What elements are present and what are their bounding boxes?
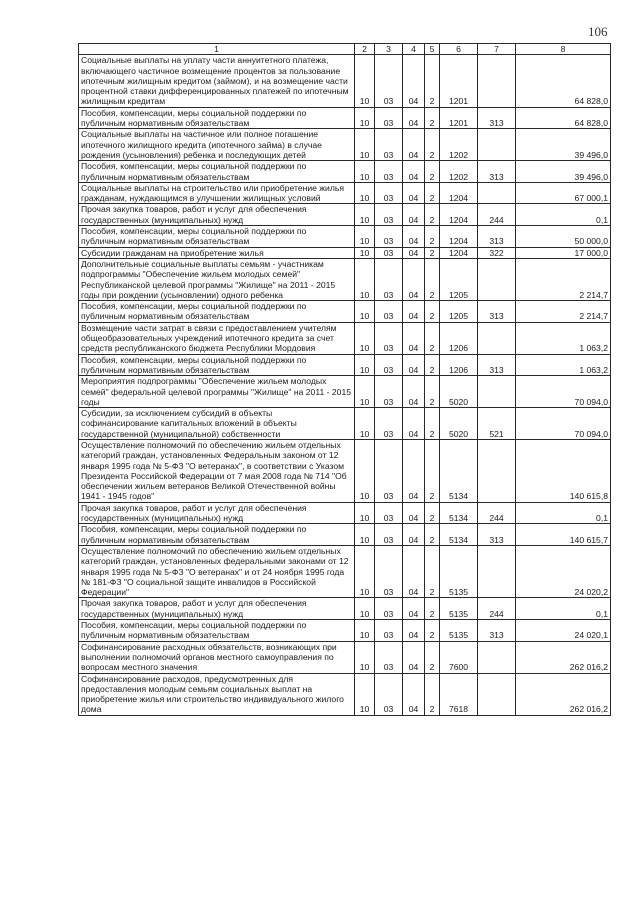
code-article: 04 [403,641,425,673]
code-article: 04 [403,354,425,376]
row-name: Пособия, компенсации, меры социальной поддержки по публичным нормативным обязательствам [79,524,355,546]
row-name: Осуществление полномочий по обеспечению жильем отдельных категорий граждан, установленных федеральными законами от 12 января 1995 года № 5-ФЗ "О ветеранах" и от 24 ноября 1995 года № 181-ФЗ "О социальной защите инвалидов в Российской Федерации" [79,545,355,597]
code-section: 10 [355,258,375,300]
code-section: 10 [355,107,375,129]
code-section: 10 [355,376,375,408]
code-expense-type [478,673,516,715]
code-target: 5134 [440,502,478,524]
code-section: 10 [355,524,375,546]
code-target: 5134 [440,524,478,546]
table-row [79,673,611,715]
table-row [79,620,611,642]
code-target: 7600 [440,641,478,673]
code-sub: 2 [425,376,440,408]
code-target: 1201 [440,55,478,107]
row-name: Субсидии, за исключением субсидий в объекты софинансирование капитальных вложений в объекты государственной (муниципальной) собственности [79,408,355,440]
code-sub: 2 [425,161,440,183]
code-section: 10 [355,55,375,107]
code-expense-type [478,376,516,408]
code-expense-type: 313 [478,107,516,129]
code-expense-type: 313 [478,524,516,546]
header-cell-1: 1 [79,44,355,55]
row-amount: 2 214,7 [516,301,611,323]
code-target: 1204 [440,204,478,226]
code-subsection: 03 [375,161,403,183]
code-sub: 2 [425,322,440,354]
row-name: Субсидии гражданам на приобретение жилья [79,247,355,258]
table-row [79,182,611,204]
row-amount: 0,1 [516,598,611,620]
code-section: 10 [355,204,375,226]
code-sub: 2 [425,673,440,715]
code-target: 1206 [440,322,478,354]
table-row [79,55,611,107]
row-amount: 70 094,0 [516,408,611,440]
table-row [79,408,611,440]
code-article: 04 [403,502,425,524]
code-sub: 2 [425,524,440,546]
row-amount: 0,1 [516,502,611,524]
code-sub: 2 [425,545,440,597]
row-name: Мероприятия подпрограммы "Обеспечение жильем молодых семей" федеральной целевой программы "Жилище" на 2011 - 2015 годы [79,376,355,408]
header-cell-3: 3 [375,44,403,55]
row-name: Софинансирование расходных обязательств, возникающих при выполнении полномочий органов местного самоуправления по вопросам местного значения [79,641,355,673]
row-name: Социальные выплаты на уплату части аннуитетного платежа, включающего частичное возмещение процентов за пользование ипотечным жилищным кредитом (займом), и на возмещение части процентной ставки дифференцированных платежей по ипотечным жилищным кредитам [79,55,355,107]
code-subsection: 03 [375,107,403,129]
code-expense-type: 313 [478,301,516,323]
code-expense-type: 521 [478,408,516,440]
row-name: Прочая закупка товаров, работ и услуг для обеспечения государственных (муниципальных) нужд [79,598,355,620]
code-section: 10 [355,439,375,502]
header-cell-4: 4 [403,44,425,55]
code-target: 5020 [440,408,478,440]
row-amount: 140 615,8 [516,439,611,502]
code-target: 5135 [440,545,478,597]
code-subsection: 03 [375,408,403,440]
code-expense-type: 313 [478,620,516,642]
code-expense-type: 244 [478,204,516,226]
header-cell-6: 6 [440,44,478,55]
code-subsection: 03 [375,641,403,673]
table-row [79,354,611,376]
code-target: 1202 [440,129,478,161]
code-sub: 2 [425,598,440,620]
table-row [79,226,611,248]
table-row [79,301,611,323]
code-article: 04 [403,204,425,226]
code-article: 04 [403,247,425,258]
row-amount: 1 063,2 [516,354,611,376]
code-sub: 2 [425,258,440,300]
row-name: Пособия, компенсации, меры социальной поддержки по публичным нормативным обязательствам [79,161,355,183]
row-amount: 262 016,2 [516,673,611,715]
code-article: 04 [403,129,425,161]
code-target: 1204 [440,247,478,258]
code-article: 04 [403,673,425,715]
header-cell-7: 7 [478,44,516,55]
code-expense-type: 244 [478,502,516,524]
table-row [79,641,611,673]
code-expense-type: 244 [478,598,516,620]
code-section: 10 [355,673,375,715]
table-row [79,258,611,300]
code-subsection: 03 [375,258,403,300]
row-amount: 50 000,0 [516,226,611,248]
code-target: 7618 [440,673,478,715]
page-number: 106 [588,24,608,39]
row-name: Пособия, компенсации, меры социальной поддержки по публичным нормативным обязательствам [79,620,355,642]
code-target: 1205 [440,258,478,300]
code-section: 10 [355,641,375,673]
row-name: Осуществление полномочий по обеспечению жильем отдельных категорий граждан, установленных Федеральным законом от 12 января 1995 года № 5-ФЗ "О ветеранах", в соответствии с Указом Президента Российской Федерации от 7 мая 2008 года № 714 "Об обеспечении жильем ветеранов Великой Отечественной войны 1941 - 1945 годов" [79,439,355,502]
row-name: Социальные выплаты на строительство или приобретение жилья гражданам, нуждающимся в улучшении жилищных условий [79,182,355,204]
header-cell-5: 5 [425,44,440,55]
code-article: 04 [403,55,425,107]
code-expense-type: 313 [478,354,516,376]
code-section: 10 [355,129,375,161]
budget-table [78,43,611,716]
code-subsection: 03 [375,620,403,642]
code-section: 10 [355,598,375,620]
row-amount: 39 496,0 [516,129,611,161]
code-article: 04 [403,322,425,354]
table-body [79,44,611,716]
code-subsection: 03 [375,502,403,524]
code-sub: 2 [425,182,440,204]
code-section: 10 [355,182,375,204]
table-row [79,524,611,546]
code-expense-type [478,439,516,502]
code-section: 10 [355,354,375,376]
code-article: 04 [403,620,425,642]
row-amount: 64 828,0 [516,107,611,129]
code-target: 1206 [440,354,478,376]
code-target: 5020 [440,376,478,408]
code-article: 04 [403,107,425,129]
code-sub: 2 [425,55,440,107]
row-amount: 1 063,2 [516,322,611,354]
code-subsection: 03 [375,129,403,161]
row-name: Пособия, компенсации, меры социальной поддержки по публичным нормативным обязательствам [79,354,355,376]
code-article: 04 [403,301,425,323]
row-name: Пособия, компенсации, меры социальной поддержки по публичным нормативным обязательствам [79,301,355,323]
row-amount: 140 615,7 [516,524,611,546]
code-article: 04 [403,598,425,620]
code-target: 5135 [440,598,478,620]
code-sub: 2 [425,204,440,226]
code-subsection: 03 [375,204,403,226]
code-subsection: 03 [375,439,403,502]
code-sub: 2 [425,641,440,673]
table-row [79,502,611,524]
table-row [79,107,611,129]
code-section: 10 [355,226,375,248]
code-article: 04 [403,524,425,546]
code-subsection: 03 [375,55,403,107]
table-row [79,376,611,408]
code-section: 10 [355,161,375,183]
code-section: 10 [355,408,375,440]
code-target: 5134 [440,439,478,502]
code-subsection: 03 [375,673,403,715]
table-row [79,322,611,354]
code-target: 1201 [440,107,478,129]
code-article: 04 [403,161,425,183]
table-row [79,129,611,161]
row-amount: 2 214,7 [516,258,611,300]
code-article: 04 [403,258,425,300]
code-section: 10 [355,545,375,597]
table-row [79,545,611,597]
table-row [79,247,611,258]
code-section: 10 [355,502,375,524]
row-amount: 67 000,1 [516,182,611,204]
code-subsection: 03 [375,545,403,597]
code-section: 10 [355,301,375,323]
code-sub: 2 [425,354,440,376]
code-expense-type [478,182,516,204]
code-article: 04 [403,408,425,440]
code-expense-type [478,545,516,597]
code-expense-type [478,322,516,354]
code-subsection: 03 [375,301,403,323]
row-amount: 39 496,0 [516,161,611,183]
table-row [79,204,611,226]
row-name: Прочая закупка товаров, работ и услуг для обеспечения государственных (муниципальных) нужд [79,204,355,226]
row-amount: 64 828,0 [516,55,611,107]
row-amount: 24 020,1 [516,620,611,642]
row-name: Социальные выплаты на частичное или полное погашение ипотечного жилищного кредита (ипотечного займа) в случае рождения (усыновления) ребенка и последующих детей [79,129,355,161]
code-article: 04 [403,376,425,408]
header-row [79,44,611,55]
code-section: 10 [355,247,375,258]
code-subsection: 03 [375,354,403,376]
code-sub: 2 [425,502,440,524]
code-article: 04 [403,182,425,204]
code-target: 1205 [440,301,478,323]
row-amount: 70 094,0 [516,376,611,408]
code-sub: 2 [425,107,440,129]
code-subsection: 03 [375,376,403,408]
code-article: 04 [403,226,425,248]
code-subsection: 03 [375,247,403,258]
code-sub: 2 [425,226,440,248]
code-subsection: 03 [375,524,403,546]
code-sub: 2 [425,408,440,440]
row-amount: 17 000,0 [516,247,611,258]
code-expense-type [478,55,516,107]
code-article: 04 [403,545,425,597]
code-sub: 2 [425,301,440,323]
table-row [79,598,611,620]
row-amount: 0,1 [516,204,611,226]
row-name: Пособия, компенсации, меры социальной поддержки по публичным нормативным обязательствам [79,226,355,248]
code-subsection: 03 [375,598,403,620]
code-target: 1204 [440,226,478,248]
table-row [79,161,611,183]
code-sub: 2 [425,129,440,161]
row-amount: 24 020,2 [516,545,611,597]
row-name: Прочая закупка товаров, работ и услуг для обеспечения государственных (муниципальных) нужд [79,502,355,524]
code-target: 5135 [440,620,478,642]
code-expense-type [478,641,516,673]
code-sub: 2 [425,247,440,258]
header-cell-2: 2 [355,44,375,55]
code-expense-type [478,258,516,300]
code-subsection: 03 [375,182,403,204]
row-name: Дополнительные социальные выплаты семьям - участникам подпрограммы "Обеспечение жильем молодых семей" Республиканской целевой программы "Жилище" на 2011 - 2015 годы при рождении (усыновлении) одного ребенка [79,258,355,300]
row-name: Софинансирование расходов, предусмотренных для предоставления молодым семьям социальных выплат на приобретение жилья или строительство индивидуального жилого дома [79,673,355,715]
row-name: Возмещение части затрат в связи с предоставлением учителям общеобразовательных учреждений ипотечного кредита за счет средств республиканского бюджета Республики Мордовия [79,322,355,354]
code-sub: 2 [425,439,440,502]
code-subsection: 03 [375,226,403,248]
row-amount: 262 016,2 [516,641,611,673]
table-row [79,439,611,502]
code-expense-type: 313 [478,161,516,183]
code-section: 10 [355,322,375,354]
code-expense-type [478,129,516,161]
code-article: 04 [403,439,425,502]
code-subsection: 03 [375,322,403,354]
code-target: 1202 [440,161,478,183]
code-expense-type: 322 [478,247,516,258]
code-expense-type: 313 [478,226,516,248]
header-cell-8: 8 [516,44,611,55]
code-section: 10 [355,620,375,642]
code-sub: 2 [425,620,440,642]
row-name: Пособия, компенсации, меры социальной поддержки по публичным нормативным обязательствам [79,107,355,129]
code-target: 1204 [440,182,478,204]
